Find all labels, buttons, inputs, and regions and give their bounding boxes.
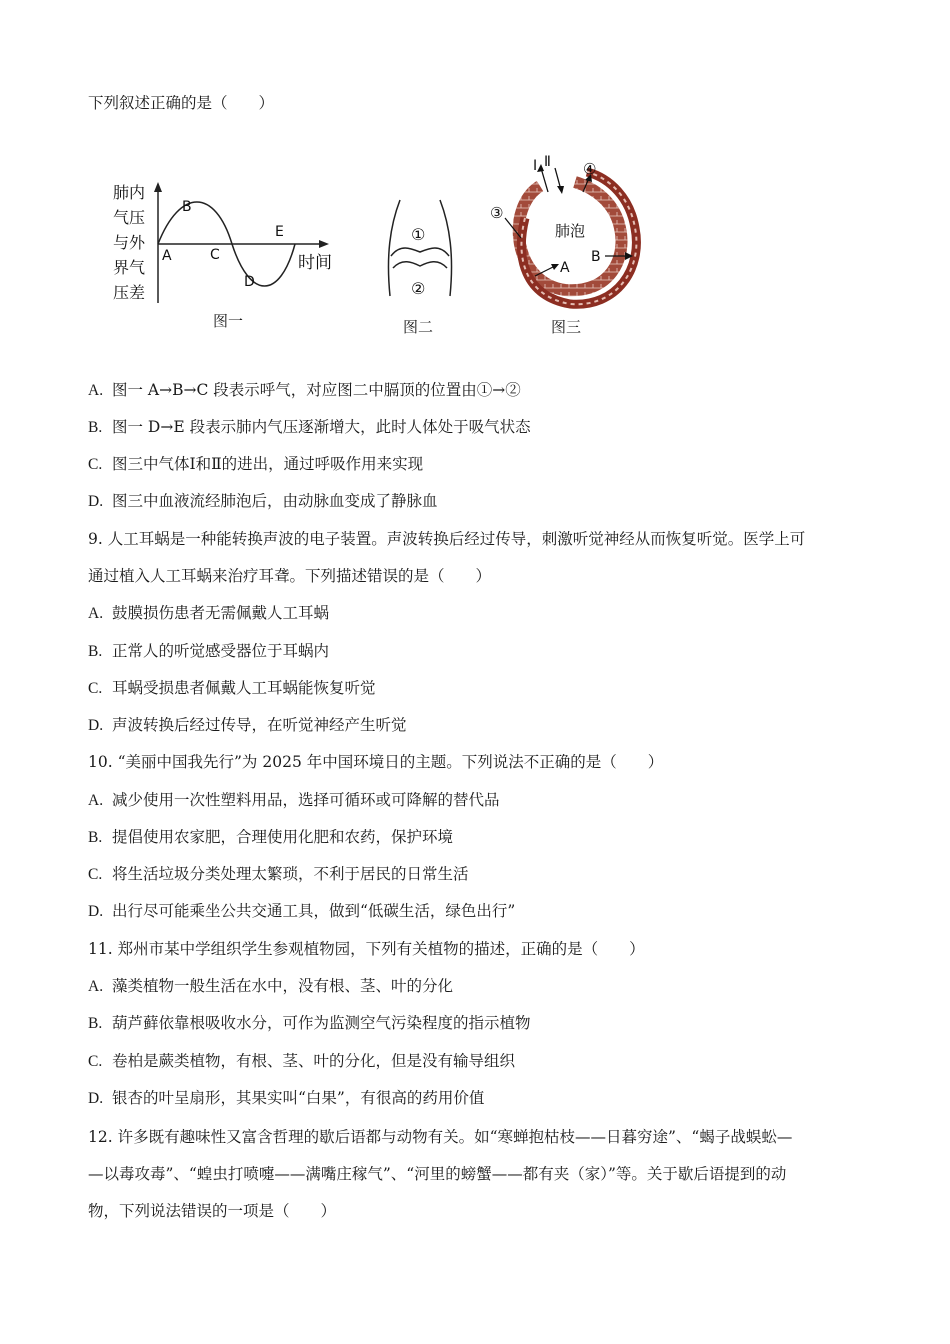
figure-2 bbox=[380, 196, 460, 306]
fig2-diaphragm-lower bbox=[393, 262, 447, 268]
q11-option-d: D. 银杏的叶呈扇形，其果实叫“白果”，有很高的药用价值 bbox=[88, 1089, 485, 1107]
fig3-gas-2: Ⅱ bbox=[544, 154, 551, 170]
q8-option-c: C. 图三中气体Ⅰ和Ⅱ的进出，通过呼吸作用来实现 bbox=[88, 455, 424, 473]
fig2-diaphragm-upper bbox=[391, 248, 449, 256]
fig1-point-c: C bbox=[210, 247, 220, 263]
q9-stem-line-2: 通过植入人工耳蜗来治疗耳聋。下列描述错误的是（ ） bbox=[88, 567, 492, 585]
figure-3-caption: 图三 bbox=[551, 318, 582, 336]
fig1-xlabel: 时间 bbox=[298, 253, 332, 273]
fig1-x-arrow bbox=[319, 240, 329, 248]
q9-option-d: D. 声波转换后经过传导，在听觉神经产生听觉 bbox=[88, 716, 407, 734]
fig1-ylabel-4: 界气 bbox=[113, 258, 146, 277]
q11-option-a: A. 藻类植物一般生活在水中，没有根、茎、叶的分化 bbox=[88, 977, 454, 995]
q9-stem-line-1: 9. 人工耳蜗是一种能转换声波的电子装置。声波转换后经过传导，刺激听觉神经从而恢复听觉。医学上可 bbox=[88, 530, 806, 548]
q12-stem-line-1: 12. 许多既有趣味性又富含哲理的歇后语都与动物有关。如“寒蝉抱枯枝——日暮穷途”、“蝎子战蜈蚣— bbox=[88, 1128, 793, 1146]
q10-stem: 10. “美丽中国我先行”为 2025 年中国环境日的主题。下列说法不正确的是（ ） bbox=[88, 753, 664, 771]
fig2-label-1: ① bbox=[411, 225, 426, 244]
fig3-vessel-3: ③ bbox=[490, 204, 504, 222]
q11-stem: 11. 郑州市某中学组织学生参观植物园，下列有关植物的描述，正确的是（ ） bbox=[88, 940, 645, 958]
fig1-ylabel-3: 与外 bbox=[113, 233, 146, 252]
fig3-label-a: A bbox=[560, 260, 570, 276]
figure-3 bbox=[485, 148, 645, 313]
q10-option-d: D. 出行尽可能乘坐公共交通工具，做到“低碳生活，绿色出行” bbox=[88, 902, 516, 920]
q9-option-c: C. 耳蜗受损患者佩戴人工耳蜗能恢复听觉 bbox=[88, 679, 376, 697]
fig3-label-b: B bbox=[591, 249, 601, 265]
fig2-left-wall bbox=[388, 200, 400, 296]
q10-option-c: C. 将生活垃圾分类处理太繁琐，不利于居民的日常生活 bbox=[88, 865, 469, 883]
fig3-gas-1: Ⅰ bbox=[533, 158, 538, 174]
q10-option-b: B. 提倡使用农家肥，合理使用化肥和农药，保护环境 bbox=[88, 828, 454, 846]
fig1-point-b: B bbox=[182, 199, 192, 215]
q9-option-b: B. 正常人的听觉感受器位于耳蜗内 bbox=[88, 642, 330, 660]
fig3-gas-arrow-1 bbox=[541, 168, 548, 192]
q11-option-c: C. 卷柏是蕨类植物，有根、茎、叶的分化，但是没有输导组织 bbox=[88, 1052, 516, 1070]
figure-1-caption: 图一 bbox=[213, 312, 244, 330]
fig1-ylabel-5: 压差 bbox=[113, 283, 146, 302]
fig3-gas-arrowhead-1 bbox=[537, 164, 544, 172]
q9-option-a: A. 鼓膜损伤患者无需佩戴人工耳蜗 bbox=[88, 604, 330, 622]
q12-stem-line-3: 物，下列说法错误的一项是（ ） bbox=[88, 1202, 337, 1220]
q11-option-b: B. 葫芦藓依靠根吸收水分，可作为监测空气污染程度的指示植物 bbox=[88, 1014, 531, 1032]
fig1-point-e: E bbox=[275, 224, 284, 240]
figure-2-caption: 图二 bbox=[403, 318, 434, 336]
fig2-label-2: ② bbox=[411, 279, 426, 298]
q8-option-d: D. 图三中血液流经肺泡后，由动脉血变成了静脉血 bbox=[88, 492, 438, 510]
fig1-ylabel-1: 肺内 bbox=[113, 183, 146, 202]
fig3-gas-arrowhead-2 bbox=[557, 186, 564, 194]
figure-3-diagram bbox=[485, 148, 645, 313]
fig1-y-arrow bbox=[154, 182, 162, 192]
fig2-right-wall bbox=[440, 200, 452, 296]
question-intro: 下列叙述正确的是（ ） bbox=[88, 94, 275, 112]
fig3-vessel-4: ④ bbox=[583, 160, 597, 178]
q8-option-a: A. 图一 A→B→C 段表示呼气，对应图二中膈顶的位置由①→② bbox=[88, 381, 521, 399]
q10-option-a: A. 减少使用一次性塑料用品，选择可循环或可降解的替代品 bbox=[88, 791, 500, 809]
figure-2-diagram bbox=[380, 196, 460, 306]
fig1-ylabel-2: 气压 bbox=[113, 208, 146, 227]
q12-stem-line-2: —以毒攻毒”、“蝗虫打喷嚏——满嘴庄稼气”、“河里的螃蟹——都有夹（家）”等。关于歇后语提到的动 bbox=[88, 1165, 787, 1183]
fig3-alveolus-label: 肺泡 bbox=[555, 222, 586, 240]
fig1-point-a: A bbox=[162, 248, 172, 264]
fig1-point-d: D bbox=[244, 274, 255, 290]
q8-option-b: B. 图一 D→E 段表示肺内气压逐渐增大，此时人体处于吸气状态 bbox=[88, 418, 531, 436]
